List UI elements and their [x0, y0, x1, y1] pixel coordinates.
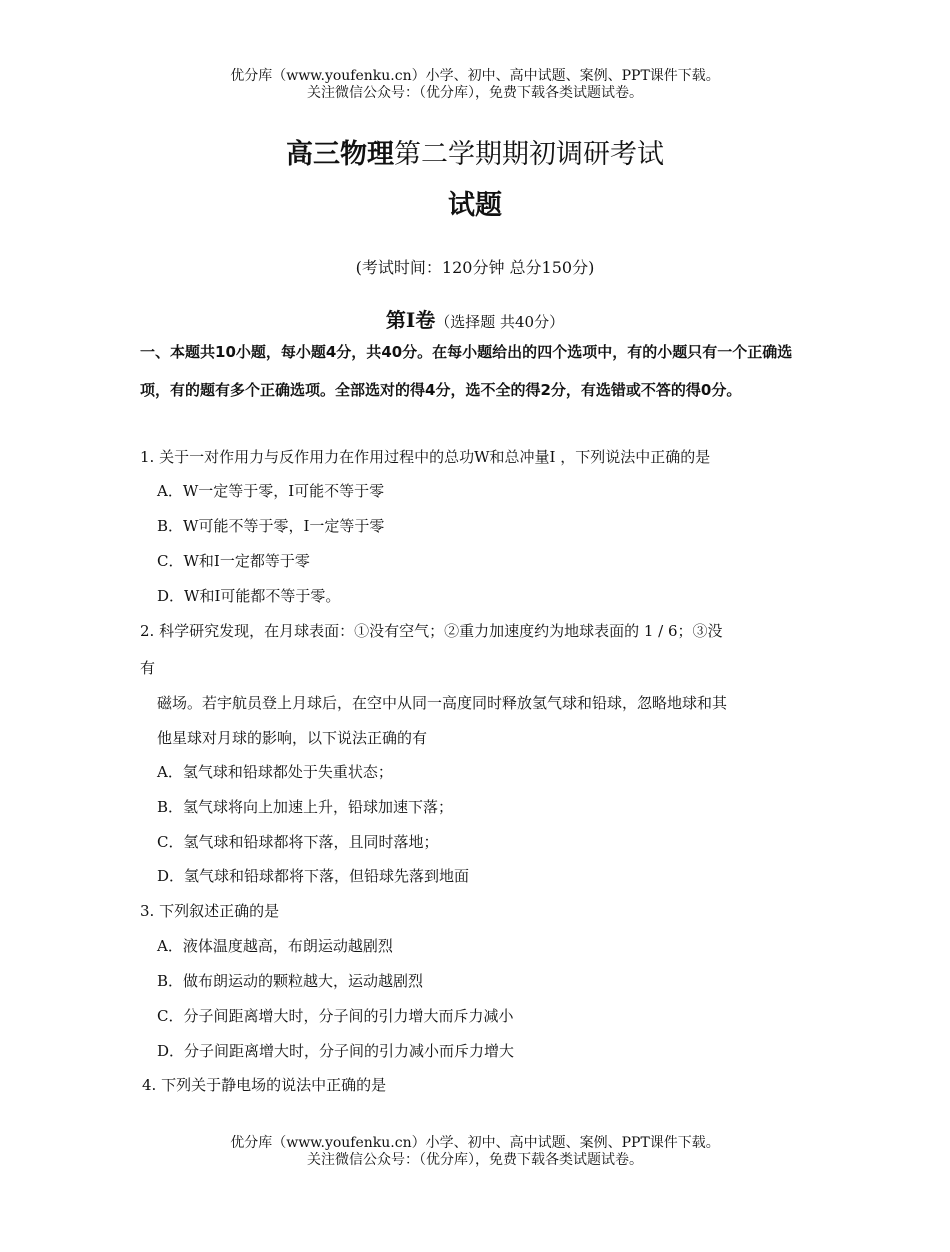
exam-title: [0, 137, 950, 173]
q3-stem: 3. 下列叙述正确的是: [140, 902, 280, 920]
q3-option-d: D．分子间距离增大时，分子间的引力减小而斥力增大: [157, 1042, 515, 1060]
page-footer: [0, 1135, 950, 1169]
q2-option-a: A．氢气球和铅球都处于失重状态；: [157, 763, 393, 781]
q1-option-c: C．W和I一定都等于零: [157, 552, 310, 570]
title-subject: 高三物理: [286, 139, 394, 170]
q3-option-c: C．分子间距离增大时，分子间的引力增大而斥力减小: [157, 1007, 514, 1025]
q2-option-b: B．氢气球将向上加速上升，铅球加速下落；: [157, 798, 454, 816]
section-heading: [0, 307, 950, 335]
q3-option-a: A．液体温度越高，布朗运动越剧烈: [157, 937, 393, 955]
q1-option-d: D．W和I可能都不等于零。: [157, 587, 341, 605]
q2-stem-line-4: 他星球对月球的影响，以下说法正确的有: [157, 729, 428, 747]
q2-option-d: D．氢气球和铅球都将下落，但铅球先落到地面: [157, 867, 470, 885]
q2-stem-line-1: 2. 科学研究发现，在月球表面：①没有空气；②重力加速度约为地球表面的 1 / 6；③没: [140, 622, 723, 640]
title-rest: 第二学期期初调研考试: [394, 139, 664, 170]
exam-info: (考试时间：120分钟 总分150分): [355, 258, 595, 277]
section-title: 第I卷: [385, 308, 436, 332]
header-line-1: 优分库（www.youfenku.cn）小学、初中、高中试题、案例、PPT课件下载。: [230, 68, 720, 84]
q2-stem-line-2: 有: [140, 659, 156, 677]
q2-option-c: C．氢气球和铅球都将下落，且同时落地；: [157, 833, 439, 851]
page-header: [0, 68, 950, 102]
footer-line-1: 优分库（www.youfenku.cn）小学、初中、高中试题、案例、PPT课件下载。: [230, 1135, 720, 1151]
header-line-2: 关注微信公众号：（优分库），免费下载各类试题试卷。: [307, 85, 643, 101]
q2-stem-line-3: 磁场。若宇航员登上月球后，在空中从同一高度同时释放氢气球和铅球，忽略地球和其: [157, 694, 728, 712]
exam-title-line2: 试题: [448, 190, 502, 221]
q1-option-a: A．W一定等于零，I可能不等于零: [157, 482, 385, 500]
q3-option-b: B．做布朗运动的颗粒越大，运动越剧烈: [157, 972, 424, 990]
footer-line-2: 关注微信公众号：（优分库），免费下载各类试题试卷。: [307, 1152, 643, 1168]
q1-stem: 1. 关于一对作用力与反作用力在作用过程中的总功W和总冲量I ，下列说法中正确的是: [140, 448, 711, 466]
section-subtitle: （选择题 共40分）: [435, 313, 565, 331]
q1-option-b: B．W可能不等于零，I一定等于零: [157, 517, 385, 535]
q4-stem: 4. 下列关于静电场的说法中正确的是: [142, 1076, 387, 1094]
section-instructions: 一、本题共10小题，每小题4分，共40分。在每小题给出的四个选项中，有的小题只有一个正确选项，有的题有多个正确选项。全部选对的得4分，选不全的得2分，有选错或不答的得0分。: [140, 343, 793, 399]
